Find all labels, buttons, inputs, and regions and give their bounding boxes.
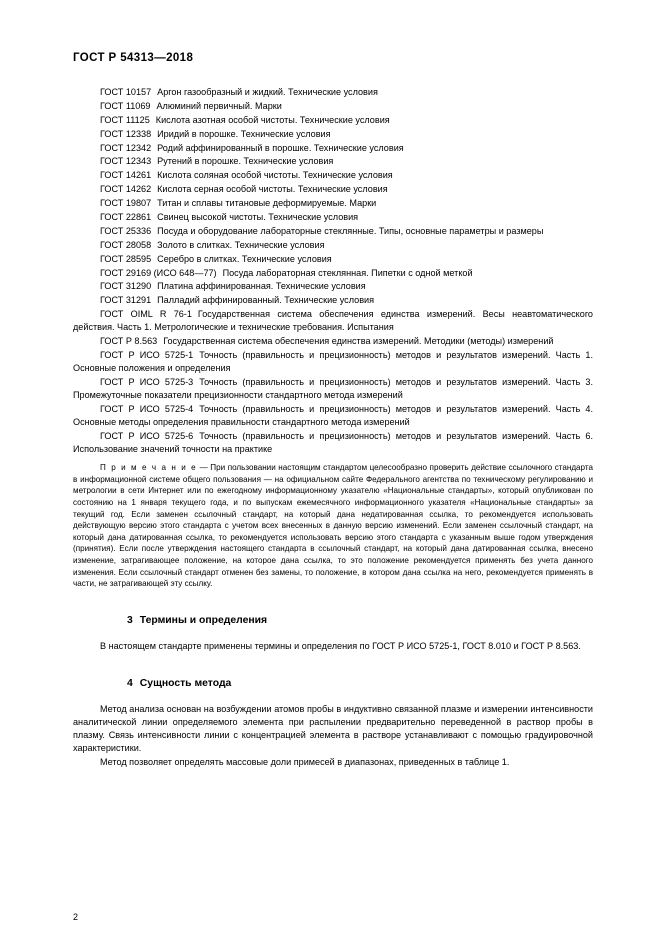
list-item: ГОСТ 22861 Свинец высокой чистоты. Технические условия <box>100 212 359 223</box>
list-item: ГОСТ 29169 (ИСО 648—77) Посуда лабораторная стеклянная. Пипетки с одной меткой <box>100 267 473 278</box>
section-paragraph: Метод позволяет определять массовые доли примесей в диапазонах, приведенных в таблице 1. <box>100 757 510 768</box>
list-item: ГОСТ 12338 Иридий в порошке. Технические условия <box>100 128 331 139</box>
section-paragraph: В настоящем стандарте применены термины и определения по ГОСТ Р ИСО 5725-1, ГОСТ 8.010 и ГОСТ Р 8.563. <box>100 640 581 651</box>
section-heading-3 <box>73 614 593 627</box>
page-number: 2 <box>73 912 79 922</box>
section-title: Термины и определения <box>139 614 268 626</box>
list-item: ГОСТ Р ИСО 5725-6 Точность (правильность и прецизионность) методов и результатов измерений. Часть 6. Использование значений точности на практике <box>73 431 593 455</box>
section-number: 4 <box>127 677 133 689</box>
list-item: ГОСТ 28595 Серебро в слитках. Технические условия <box>100 253 332 264</box>
list-item: ГОСТ OIML R 76-1 Государственная система обеспечения единства измерений. Весы неавтоматического действия. Часть 1. Метрологические и технические требования. Испытания <box>73 309 593 333</box>
list-item: ГОСТ 25336 Посуда и оборудование лабораторные стеклянные. Типы, основные параметры и размеры <box>100 225 544 236</box>
section-number: 3 <box>127 614 133 626</box>
list-item: ГОСТ 12343 Рутений в порошке. Технические условия <box>100 156 334 167</box>
list-item: ГОСТ Р ИСО 5725-3 Точность (правильность и прецизионность) методов и результатов измерений. Часть 3. Промежуточные показатели прецизионности стандартного метода измерений <box>73 377 593 401</box>
list-item: ГОСТ 14261 Кислота соляная особой чистоты. Технические условия <box>100 170 393 181</box>
note-dash: — <box>197 463 211 473</box>
list-item: ГОСТ Р 8.563 Государственная система обеспечения единства измерений. Методики (методы) измерений <box>100 336 554 347</box>
list-item: ГОСТ 11069 Алюминий первичный. Марки <box>100 100 282 111</box>
document-body <box>73 86 593 770</box>
note-label: П р и м е ч а н и е <box>100 463 198 473</box>
list-item: ГОСТ 31291 Палладий аффинированный. Технические условия <box>100 295 375 306</box>
page-header: ГОСТ Р 54313—2018 <box>73 52 194 64</box>
note-block <box>73 462 593 590</box>
list-item: ГОСТ Р ИСО 5725-1 Точность (правильность и прецизионность) методов и результатов измерений. Часть 1. Основные положения и определения <box>73 350 593 374</box>
list-item: ГОСТ 12342 Родий аффинированный в порошке. Технические условия <box>100 142 404 153</box>
list-item: ГОСТ 19807 Титан и сплавы титановые деформируемые. Марки <box>100 198 377 209</box>
list-item: ГОСТ Р ИСО 5725-4 Точность (правильность и прецизионность) методов и результатов измерений. Часть 4. Основные методы определения правильности стандартного метода измерений <box>73 404 593 428</box>
standards-reference-list <box>73 86 593 456</box>
section-heading-4 <box>73 677 593 690</box>
list-item: ГОСТ 14262 Кислота серная особой чистоты. Технические условия <box>100 184 388 195</box>
section-title: Сущность метода <box>139 677 232 689</box>
section-paragraph: Метод анализа основан на возбуждении атомов пробы в индуктивно связанной плазме и измерении интенсивности аналитической линии определяемого элемента при распылении предварительно переведенной в раствор пробы в плазму. Связь интенсивности линии с концентрацией элемента в растворе устанавливают с помощью градуировочной характеристики. <box>73 704 593 754</box>
list-item: ГОСТ 11125 Кислота азотная особой чистоты. Технические условия <box>100 114 390 125</box>
list-item: ГОСТ 31290 Платина аффинированная. Технические условия <box>100 281 366 292</box>
note-text: При пользовании настоящим стандартом целесообразно проверить действие ссылочного стандарта в информационной системе общего пользования — на официальном сайте Федерального агентства по техническому регулированию и метрологии в сети Интернет или по ежегодному информационному указателю «Национальные стандарты», который опубликован по состоянию на 1 января текущего года, и по выпускам ежемесячного информационного указателя «Национальные стандарты» за текущий год. Если заменен ссылочный стандарт, на который дана недатированная ссылка, то рекомендуется использовать действующую версию этого стандарта с учетом всех внесенных в данную версию изменений. Если заменен ссылочный стандарт, на который дана датированная ссылка, то рекомендуется использовать версию этого стандарта с указанным выше годом утверждения (принятия). Если после утверждения настоящего стандарта в ссылочный стандарт, на который дана датированная ссылка, внесено изменение, затрагивающее положение, на которое дана ссылка, то это положение рекомендуется применять без учета данного изменения. Если ссылочный стандарт отменен без замены, то положение, в котором дана ссылка на него, рекомендуется применять в части, не затрагивающей эту ссылку. <box>73 463 593 589</box>
list-item: ГОСТ 28058 Золото в слитках. Технические условия <box>100 239 325 250</box>
list-item: ГОСТ 10157 Аргон газообразный и жидкий. Технические условия <box>100 87 378 97</box>
